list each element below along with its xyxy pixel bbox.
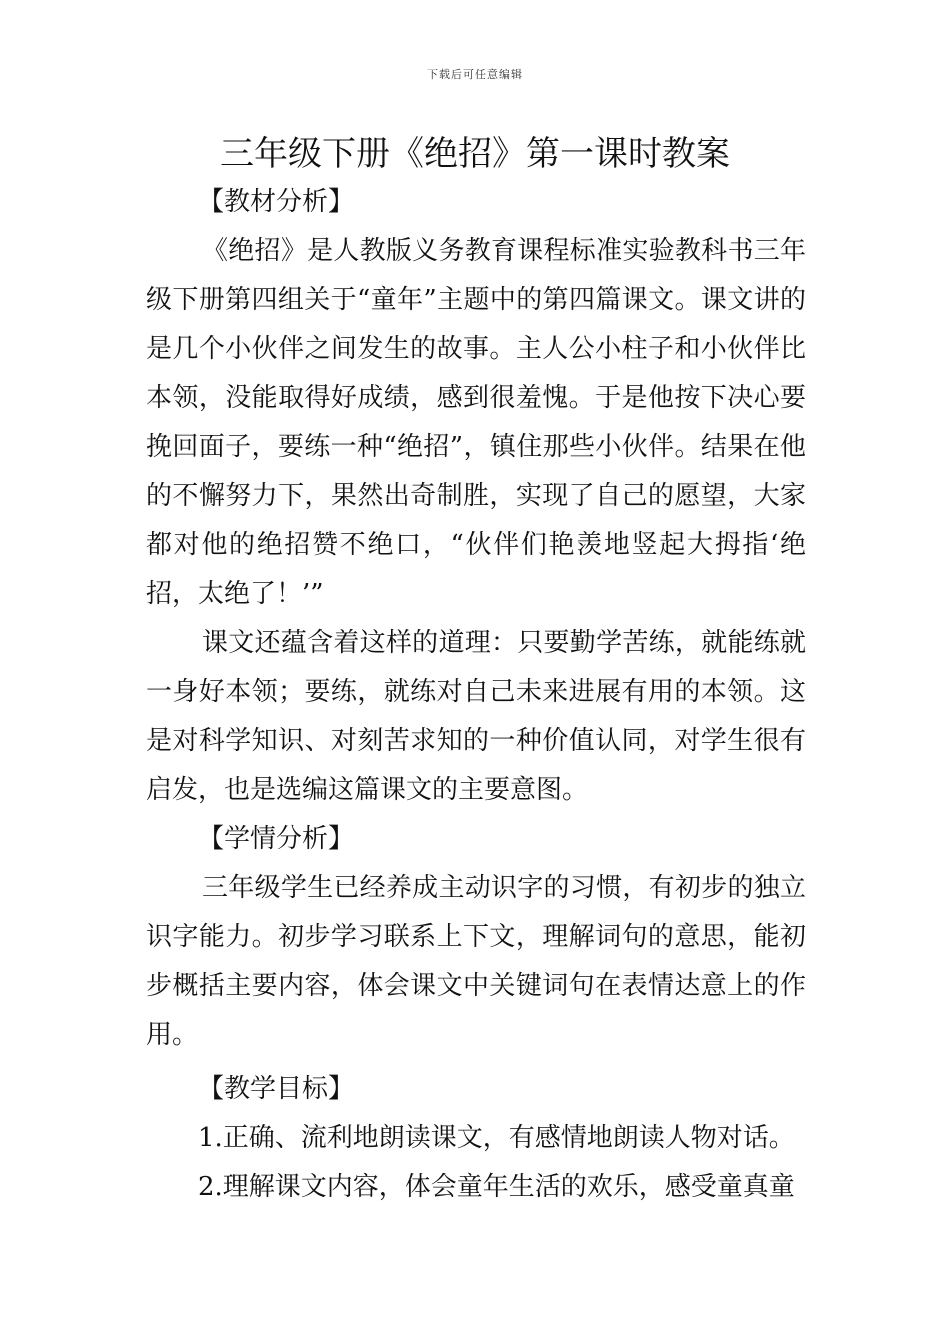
document-title: 三年级下册《绝招》第一课时教案 <box>220 134 730 174</box>
goal-item-2: 2.理解课文内容，体会童年生活的欢乐，感受童真童 <box>198 1172 795 1202</box>
section-heading-material: 【教材分析】 <box>198 187 355 217</box>
goal-item-1: 1.正确、流利地朗读课文，有感情地朗读人物对话。 <box>198 1123 795 1153</box>
section-heading-goals: 【教学目标】 <box>198 1074 355 1104</box>
material-paragraph-1: 《绝招》是人教版义务教育课程标准实验教科书三年级下册第四组关于“童年”主题中的第四篇课文。课文讲的是几个小伙伴之间发生的故事。主人公小柱子和小伙伴比本领，没能取得好成绩，感到很羞愧。于是他按下决心要挽回面子，要练一种“绝招”，镇住那些小伙伴。结果在他的不懈努力下，果然出奇制胜，实现了自己的愿望，大家都对他的绝招赞不绝口，“伙伴们艳羡地竖起大拇指‘绝招，太绝了！’” <box>146 236 806 609</box>
header-note: 下载后可任意编辑 <box>427 68 523 81</box>
section-heading-students: 【学情分析】 <box>198 824 355 854</box>
material-paragraph-2: 课文还蕴含着这样的道理：只要勤学苦练，就能练就一身好本领；要练，就练对自己未来进展有用的本领。这是对科学知识、对刻苦求知的一种价值认同，对学生很有启发，也是选编这篇课文的主要意图。 <box>146 628 806 805</box>
document-body <box>146 178 806 1212</box>
students-paragraph-1: 三年级学生已经养成主动识字的习惯，有初步的独立识字能力。初步学习联系上下文，理解词句的意思，能初步概括主要内容，体会课文中关键词句在表情达意上的作用。 <box>146 873 806 1050</box>
